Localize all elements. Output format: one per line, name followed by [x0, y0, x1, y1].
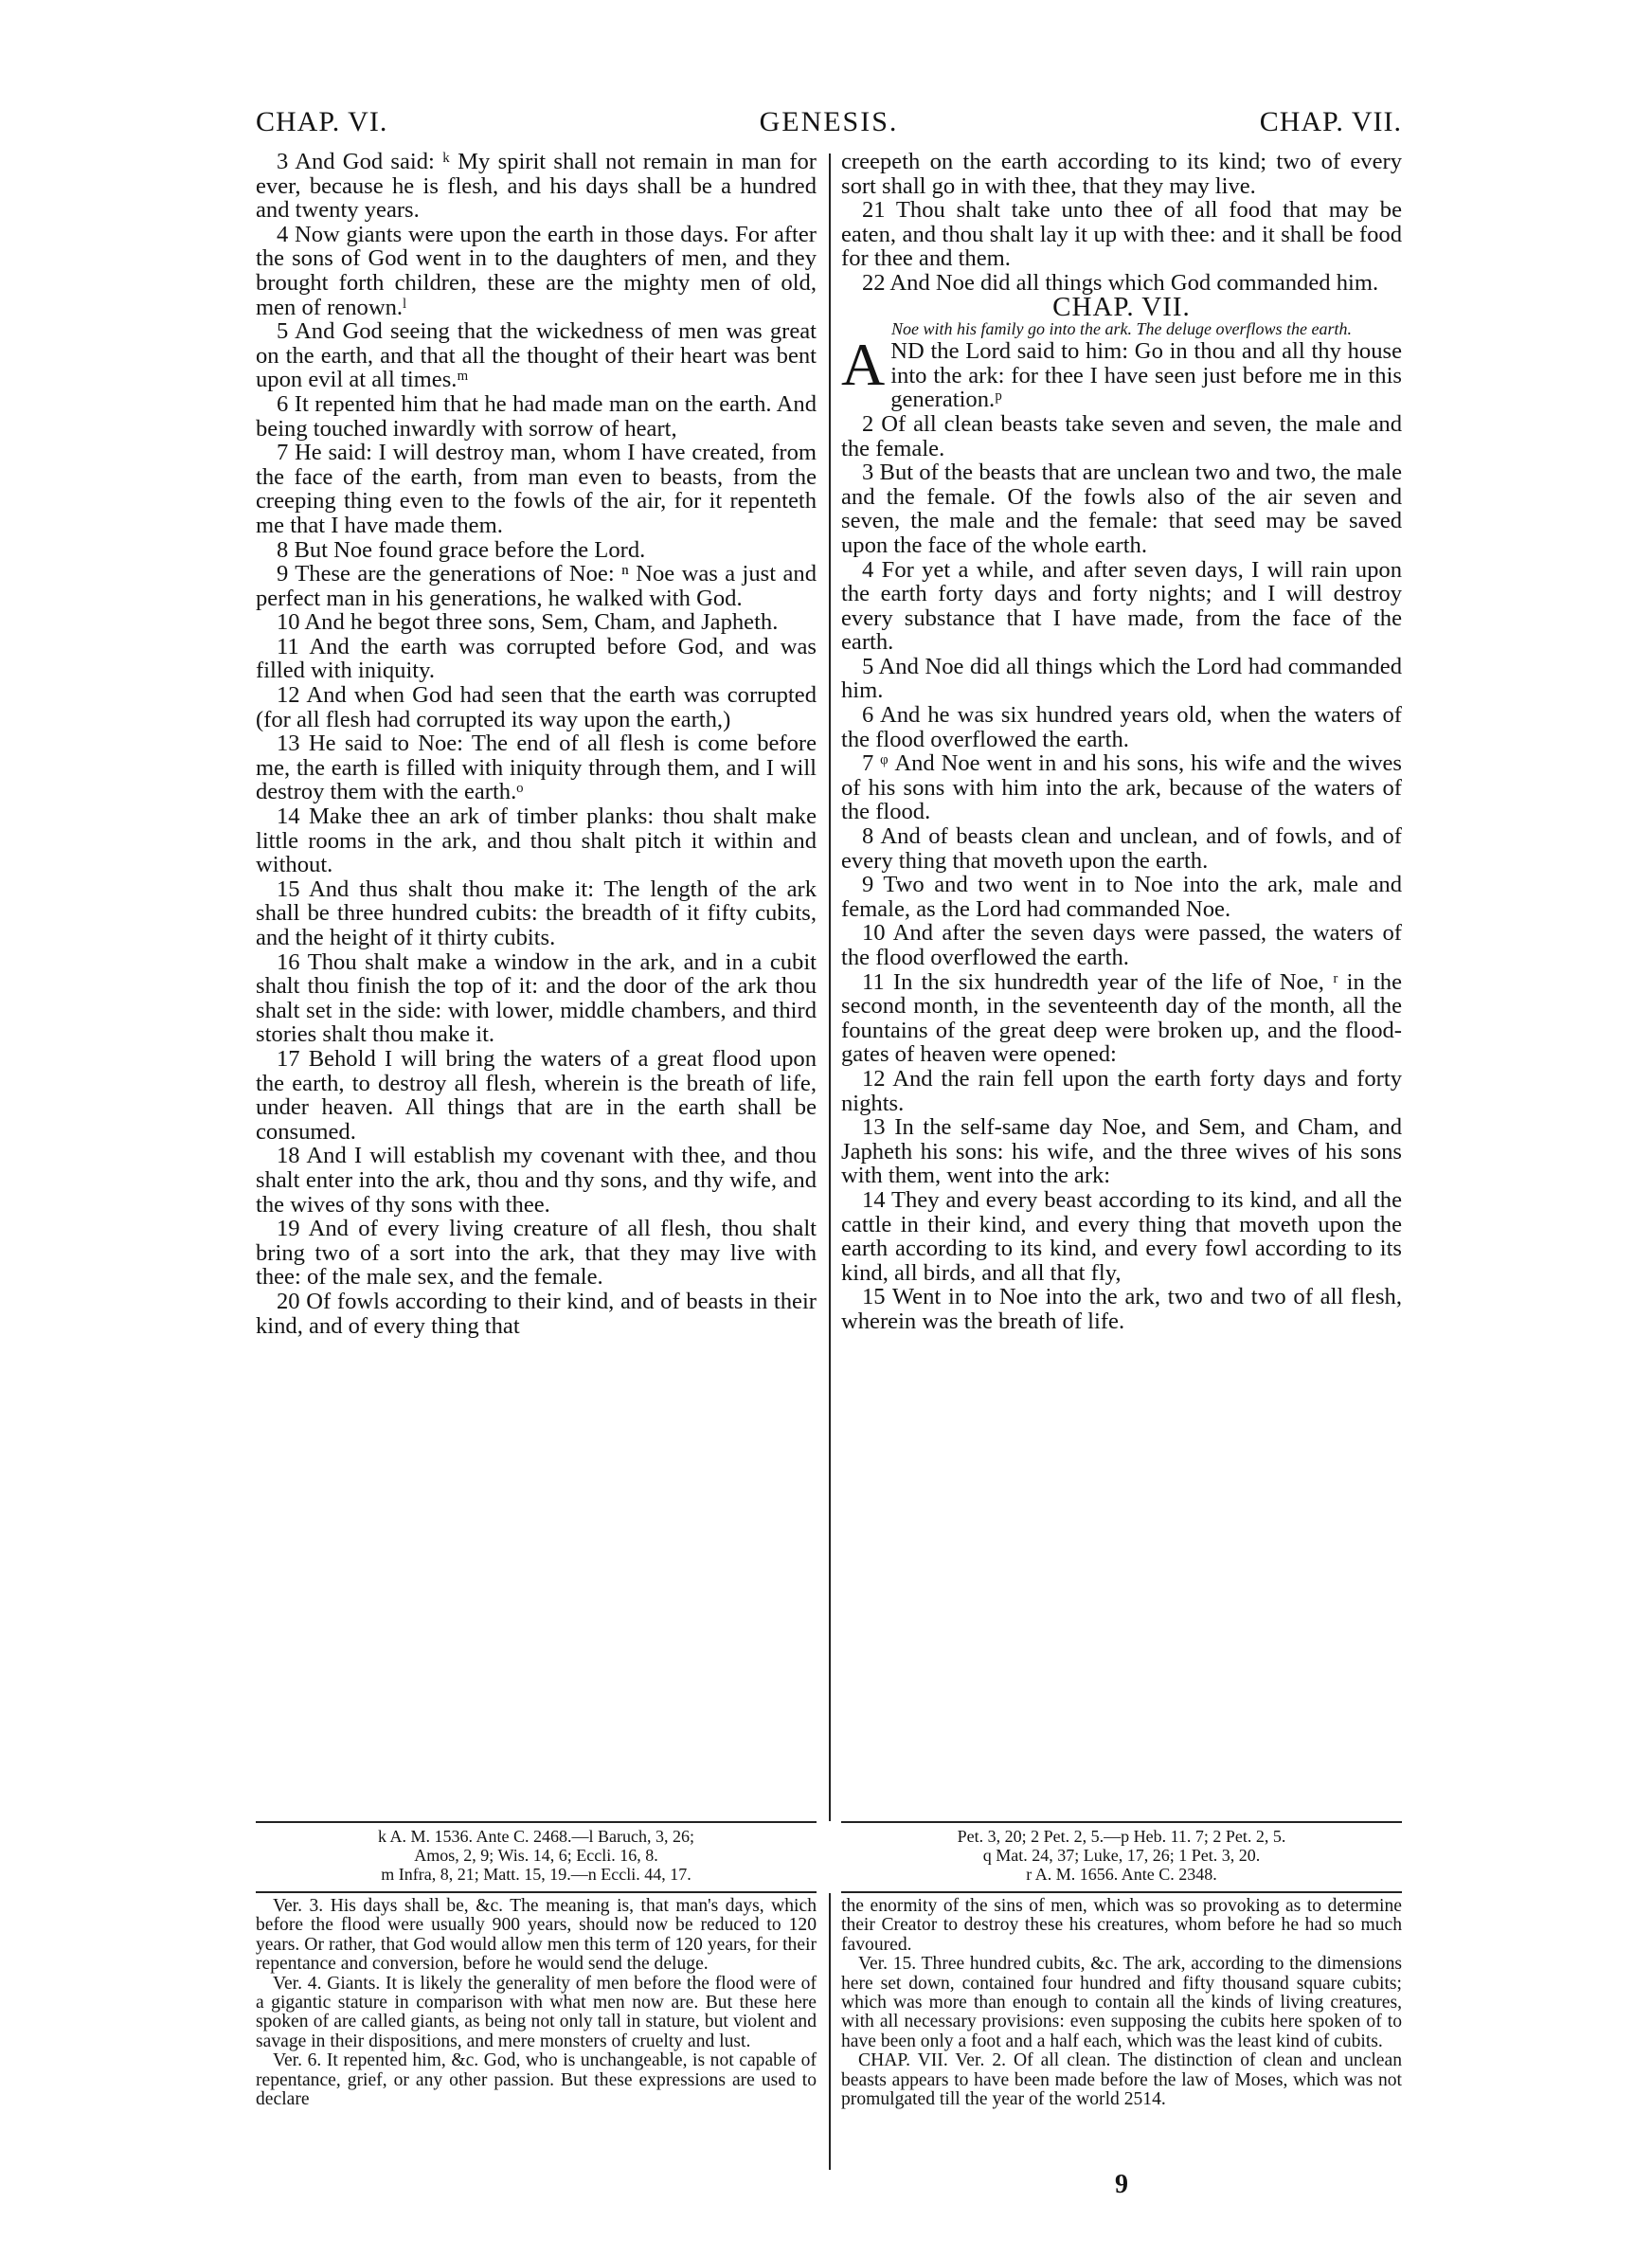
verse: 7 He said: I will destroy man, whom I have created, from the face of the earth, from man even to beasts, from the creeping thing even to the fowls of the air, for it repenteth me that I have made them. — [256, 440, 817, 538]
reference-line: Amos, 2, 9; Wis. 14, 6; Eccli. 16, 8. — [414, 1846, 658, 1865]
verse: 20 Of fowls according to their kind, and of beasts in their kind, and of every thing that — [256, 1288, 817, 1339]
verse: 11 In the six hundredth year of the life of Noe, ʳ in the second month, in the seventeenth day of the month, all the fountains of the great deep were broken up, and the flood-gates of heaven were opened: — [841, 968, 1402, 1068]
verse: 17 Behold I will bring the waters of a great flood upon the earth, to destroy all flesh, wherein is the breath of life, under heaven. All things that are in the earth shall be consumed. — [256, 1045, 817, 1145]
reference-line: Pet. 3, 20; 2 Pet. 2, 5.—p Heb. 11. 7; 2 Pet. 2, 5. — [957, 1827, 1286, 1846]
commentary-note: Ver. 4. Giants. It is likely the generality of men before the flood were of a gigantic stature in comparison with what men now are. But these here spoken of are called giants, as being not only tall in stature, but violent and savage in their dispositions, and mere monsters of cruelty and lust. — [256, 1973, 817, 2051]
running-header — [256, 106, 1402, 144]
verse: 11 And the earth was corrupted before God, and was filled with iniquity. — [256, 633, 817, 684]
notes-column-divider — [829, 1893, 831, 2170]
header-chapter-right: CHAP. VII. — [1259, 106, 1402, 137]
verse: 16 Thou shalt make a window in the ark, and in a cubit shalt thou finish the top of it: and the door of the ark thou shalt set in the side: with lower, middle chambers, and third stories shalt thou make it. — [256, 948, 817, 1048]
verse: 6 And he was six hundred years old, when the waters of the flood overflowed the earth. — [841, 702, 1402, 752]
reference-line: m Infra, 8, 21; Matt. 15, 19.—n Eccli. 44, 17. — [381, 1865, 691, 1884]
verse: 3 But of the beasts that are unclean two and two, the male and the female. Of the fowls also of the air seven and seven, the male and the female: that seed may be saved upon the face of the whole earth. — [841, 460, 1402, 558]
verse: 12 And when God had seen that the earth was corrupted (for all flesh had corrupted its way upon the earth,) — [256, 682, 817, 732]
cross-references-right — [841, 1827, 1402, 1884]
verse: 22 And Noe did all things which God commanded him. — [862, 269, 1379, 296]
verse: 13 He said to Noe: The end of all flesh is come before me, the earth is filled with iniquity through them, and I will destroy them with the earth.ᵒ — [256, 731, 817, 805]
verse: 5 And God seeing that the wickedness of men was great on the earth, and that all the thought of their heart was bent upon evil at all times.ᵐ — [256, 318, 817, 393]
verse: 12 And the rain fell upon the earth forty days and forty nights. — [841, 1065, 1402, 1116]
header-chapter-left: CHAP. VI. — [256, 106, 388, 137]
verse: 4 Now giants were upon the earth in those days. For after the sons of God went in to the daughters of men, and they brought forth children, these are the mighty men of old, men of renown.ˡ — [256, 221, 817, 320]
verse: 13 In the self-same day Noe, and Sem, and Cham, and Japheth his sons: his wife, and the three wives of his sons with them, went into the ark: — [841, 1114, 1402, 1189]
verse: creepeth on the earth according to its kind; two of every sort shall go in with thee, that they may live. — [841, 149, 1402, 199]
verse: 14 Make thee an ark of timber planks: thou shalt make little rooms in the ark, and thou shalt pitch it within and without. — [256, 803, 817, 878]
column-divider — [829, 153, 831, 1821]
reference-line: q Mat. 24, 37; Luke, 17, 26; 1 Pet. 3, 20. — [982, 1846, 1261, 1865]
verse: 6 It repented him that he had made man on the earth. And being touched inwardly with sorrow of heart, — [256, 390, 817, 442]
bible-page — [256, 106, 1402, 2199]
chapter-heading: CHAP. VII. — [1052, 291, 1191, 322]
verse: 18 And I will establish my covenant with thee, and thou shalt enter into the ark, thou and thy sons, and thy wife, and the wives of thy sons with thee. — [256, 1143, 817, 1218]
header-book-title: GENESIS. — [759, 106, 899, 137]
verse: 3 And God said: ᵏ My spirit shall not remain in man for ever, because he is flesh, and his days shall be a hundred and twenty years. — [256, 149, 817, 224]
verse: 10 And he begot three sons, Sem, Cham, and Japheth. — [277, 609, 779, 636]
commentary-note: the enormity of the sins of men, which was so provoking as to determine their Creator to destroy these his creatures, whom before he had so much favoured. — [841, 1896, 1402, 1955]
first-verse-text: ND the Lord said to him: Go in thou and all thy house into the ark: for thee I have seen just before me in this generation.ᵖ — [890, 338, 1402, 413]
verse: 7 ᵠ And Noe went in and his sons, his wife and the wives of his sons with him into the ark, because of the waters of the flood. — [841, 750, 1402, 825]
page-number: 9 — [1115, 2170, 1128, 2199]
commentary-note: Ver. 3. His days shall be, &c. The meaning is, that man's days, which before the flood were usually 900 years, should now be reduced to 120 years. Or rather, that God would allow men this term of 120 years, for their repentance and conversion, before he would send the deluge. — [256, 1896, 817, 1975]
reference-line: r A. M. 1656. Ante C. 2348. — [1026, 1865, 1217, 1884]
left-text-column — [256, 150, 817, 1338]
right-text-column — [841, 150, 1402, 1334]
verse: 15 And thus shalt thou make it: The length of the ark shall be three hundred cubits: the breadth of it fifty cubits, and the height of it thirty cubits. — [256, 876, 817, 950]
commentary-note: CHAP. VII. Ver. 2. Of all clean. The distinction of clean and unclean beasts appears to have been made before the law of Moses, which was not promulgated till the year of the world 2514. — [841, 2050, 1402, 2110]
notes-rule-left — [256, 1891, 817, 1893]
verse: 9 These are the generations of Noe: ⁿ Noe was a just and perfect man in his generations, he walked with God. — [256, 561, 817, 611]
commentary-note: Ver. 15. Three hundred cubits, &c. The ark, according to the dimensions here set down, contained four hundred and fifty thousand square cubits; which was more than enough to contain all the kinds of living creatures, with all necessary provisions: even supposing the cubits here spoken of to have been only a foot and a half each, which was the least kind of cubits. — [841, 1954, 1402, 2051]
commentary-right — [841, 1897, 1402, 2109]
verse: 4 For yet a while, and after seven days, I will rain upon the earth forty days and forty nights; and I will destroy every substance that I have made, from the face of the earth. — [841, 556, 1402, 656]
verse: 8 But Noe found grace before the Lord. — [277, 536, 646, 563]
verse: 8 And of beasts clean and unclean, and of fowls, and of every thing that moveth upon the earth. — [841, 823, 1402, 874]
commentary-left — [256, 1897, 817, 2109]
verse: 9 Two and two went in to Noe into the ark, male and female, as the Lord had commanded Noe. — [841, 872, 1402, 922]
cross-references-left — [256, 1827, 817, 1884]
notes-rule-right — [841, 1891, 1402, 1893]
verse: 10 And after the seven days were passed, the waters of the flood overflowed the earth. — [841, 920, 1402, 970]
verse: 2 Of all clean beasts take seven and seven, the male and the female. — [841, 410, 1402, 461]
refs-rule-right — [841, 1821, 1402, 1823]
drop-cap-letter: A — [841, 331, 886, 399]
chapter-summary: Noe with his family go into the ark. The deluge overflows the earth. — [891, 319, 1352, 339]
reference-line: k A. M. 1536. Ante C. 2468.—l Baruch, 3, 26; — [378, 1827, 694, 1846]
refs-rule-left — [256, 1821, 817, 1823]
verse: 19 And of every living creature of all flesh, thou shalt bring two of a sort into the ark, that they may live with thee: of the male sex, and the female. — [256, 1216, 817, 1291]
verse: 5 And Noe did all things which the Lord had commanded him. — [841, 653, 1402, 704]
chapter-first-verse — [841, 331, 1402, 413]
verse: 21 Thou shalt take unto thee of all food that may be eaten, and thou shalt lay it up with thee: and it shall be food for thee and them. — [841, 197, 1402, 272]
verse: 14 They and every beast according to its kind, and all the cattle in their kind, and every thing that moveth upon the earth according to its kind, and every fowl according to its kind, all birds, and all that fly, — [841, 1186, 1402, 1286]
verse: 15 Went in to Noe into the ark, two and two of all flesh, wherein was the breath of life. — [841, 1284, 1402, 1334]
commentary-note: Ver. 6. It repented him, &c. God, who is unchangeable, is not capable of repentance, grief, or any other passion. But these expressions are used to declare — [256, 2050, 817, 2110]
